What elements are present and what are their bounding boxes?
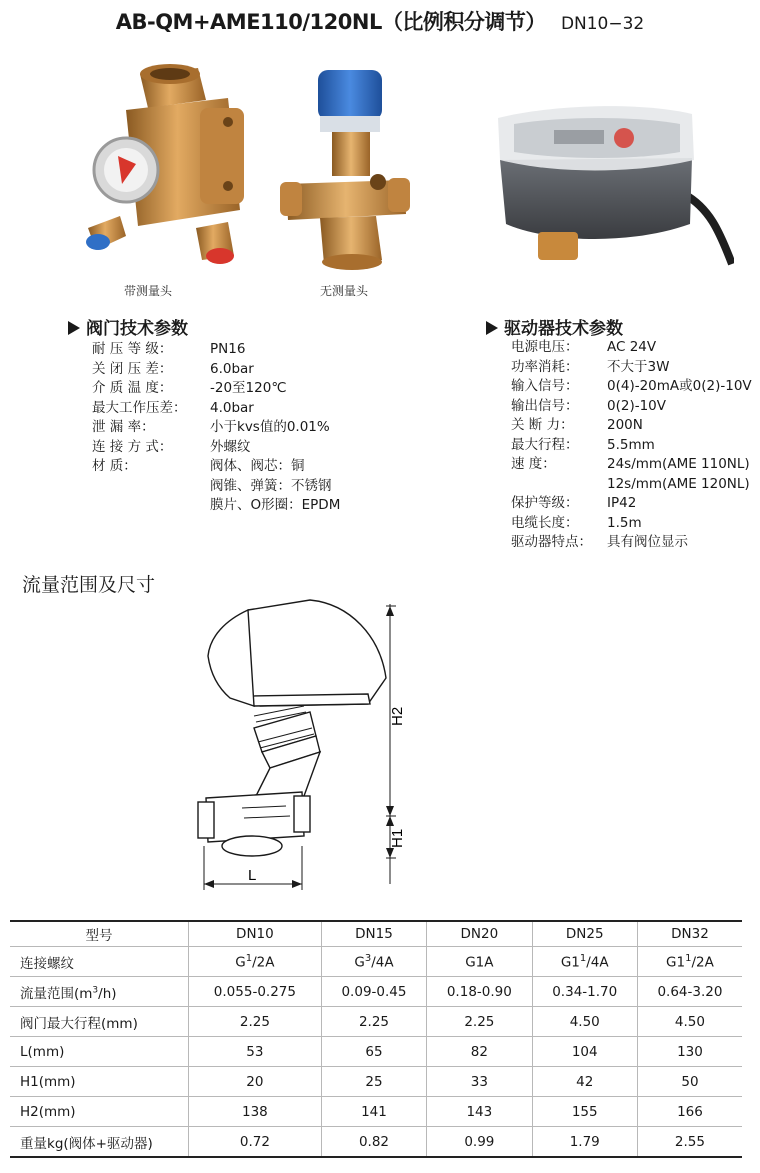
spec-value: 1.5m: [607, 514, 642, 531]
thread-fraction-num: 3: [364, 952, 372, 964]
table-cell: 0.99: [427, 1127, 532, 1158]
table-row: [10, 1037, 742, 1067]
actuator-image: [494, 98, 734, 268]
table-cell: 65: [321, 1037, 426, 1067]
actuator-specs-list: [511, 338, 752, 553]
spec-key: 耐 压 等 级：: [92, 341, 173, 357]
dimension-h2-label: H2: [389, 706, 406, 726]
table-cell: 0.34-1.70: [532, 977, 637, 1007]
size-range: DN10−32: [560, 14, 645, 34]
table-cell: [637, 947, 742, 977]
thread-fraction-num: 1: [245, 952, 253, 964]
table-row-label: 阀门最大行程(mm): [10, 1007, 189, 1037]
table-header-model: 型号: [10, 921, 189, 947]
spec-row: [511, 377, 752, 397]
spec-row: [511, 338, 752, 358]
table-cell: 1.79: [532, 1127, 637, 1158]
spec-key: [92, 477, 210, 497]
table-cell: 2.25: [427, 1007, 532, 1037]
parameter-table: [10, 920, 742, 1158]
thread-fraction-rest: /2A: [252, 954, 275, 971]
spec-value: 阀锥、弹簧：不锈钢: [210, 477, 332, 494]
dimension-l-label: L: [248, 867, 257, 884]
table-cell: [189, 947, 322, 977]
spec-key: 速 度：: [511, 456, 556, 472]
table-cell: 141: [321, 1097, 426, 1127]
thread-fraction-num: 1: [685, 952, 692, 964]
table-row-label: L(mm): [10, 1037, 189, 1067]
product-title: AB-QM+AME110/120NL（比例积分调节）: [115, 10, 546, 34]
page-title: [0, 6, 760, 36]
spec-key: 最大工作压差：: [92, 399, 187, 416]
spec-value: 0(4)-20mA或0(2)-10V: [607, 378, 752, 394]
spec-row: [511, 436, 752, 456]
thread-main: G: [354, 954, 365, 971]
flow-label-sup: 3: [92, 985, 99, 995]
spec-row: [92, 457, 340, 477]
flow-section-title: 流量范围及尺寸: [22, 574, 156, 596]
spec-value: 0(2)-10V: [607, 397, 666, 414]
dimension-drawing: [190, 596, 420, 896]
spec-value: 6.0bar: [210, 360, 254, 377]
spec-value: 具有阀位显示: [607, 534, 688, 550]
spec-row: [511, 494, 752, 514]
caption-with-head: 带测量头: [124, 284, 173, 298]
spec-key: 介 质 温 度：: [92, 380, 173, 396]
spec-row: [92, 418, 340, 438]
spec-key: [92, 496, 210, 516]
table-cell: [427, 947, 532, 977]
spec-row: [511, 397, 752, 417]
table-row: [10, 1097, 742, 1127]
table-header-row: [10, 921, 742, 947]
table-body: [10, 947, 742, 1158]
spec-row: [511, 416, 752, 436]
table-cell: 33: [427, 1067, 532, 1097]
spec-row: [511, 514, 752, 534]
thread-main: G1: [666, 954, 686, 971]
table-cell: 4.50: [532, 1007, 637, 1037]
thread-fraction-rest: /2A: [691, 954, 714, 971]
spec-value: 200N: [607, 417, 643, 433]
spec-key: 输入信号：: [511, 378, 579, 394]
table-cell: 50: [637, 1067, 742, 1097]
table-header-size: DN15: [321, 921, 426, 947]
valve-specs-list: [92, 340, 340, 516]
spec-key: 输出信号：: [511, 397, 579, 414]
spec-key: [511, 475, 607, 495]
table-cell: 0.055-0.275: [189, 977, 322, 1007]
spec-key: 泄 漏 率：: [92, 419, 155, 435]
spec-key: 保护等级：: [511, 495, 579, 511]
spec-row: [92, 496, 340, 516]
spec-row: [92, 477, 340, 497]
table-row: [10, 1127, 742, 1158]
spec-value: PN16: [210, 341, 246, 357]
table-cell: 138: [189, 1097, 322, 1127]
table-cell: 2.25: [189, 1007, 322, 1037]
spec-row: [511, 533, 752, 553]
spec-key: 电缆长度：: [511, 514, 579, 531]
table-cell: [532, 947, 637, 977]
table-cell: 53: [189, 1037, 322, 1067]
actuator-specs-heading: [486, 314, 623, 339]
spec-value: 膜片、O形圈：EPDM: [210, 497, 341, 513]
table-cell: 25: [321, 1067, 426, 1097]
table-row: [10, 1067, 742, 1097]
table-row-flow: [10, 977, 742, 1007]
table-cell: [321, 947, 426, 977]
table-row-label: H2(mm): [10, 1097, 189, 1127]
table-header-size: DN25: [532, 921, 637, 947]
thread-main: G1: [560, 954, 580, 971]
spec-value: 5.5mm: [607, 436, 655, 453]
table-row: [10, 1007, 742, 1037]
thread-fraction-rest: /4A: [371, 954, 394, 971]
spec-row: [92, 340, 340, 360]
table-cell: 143: [427, 1097, 532, 1127]
table-row-label: [10, 977, 189, 1007]
spec-row: [511, 358, 752, 378]
spec-value: AC 24V: [607, 339, 657, 355]
valve-without-measuring-head-image: [280, 64, 410, 274]
valve-specs-heading: [68, 314, 188, 339]
table-cell: 4.50: [637, 1007, 742, 1037]
table-row-label: H1(mm): [10, 1067, 189, 1097]
table-row-thread: [10, 947, 742, 977]
spec-key: 关 断 力：: [511, 417, 574, 433]
thread-fraction-num: 1: [579, 952, 587, 964]
spec-key: 最大行程：: [511, 436, 579, 453]
table-header-size: DN32: [637, 921, 742, 947]
spec-key: 电源电压：: [511, 339, 579, 355]
spec-value: 小于kvs值的0.01%: [210, 419, 330, 435]
table-cell: 166: [637, 1097, 742, 1127]
table-cell: 0.18-0.90: [427, 977, 532, 1007]
spec-key: 材 质：: [92, 458, 137, 474]
table-row-label: 连接螺纹: [10, 947, 189, 977]
table-cell: 2.25: [321, 1007, 426, 1037]
caption-without-head: 无测量头: [320, 284, 369, 298]
triangle-bullet-icon: [486, 321, 498, 335]
thread-fraction-rest: /4A: [586, 954, 609, 971]
table-cell: 42: [532, 1067, 637, 1097]
spec-value: 不大于3W: [607, 358, 670, 375]
spec-key: 功率消耗：: [511, 358, 579, 375]
thread-main: G1A: [465, 954, 494, 971]
table-header-size: DN10: [189, 921, 322, 947]
table-cell: 0.72: [189, 1127, 322, 1158]
spec-row: [92, 438, 340, 458]
spec-value: 4.0bar: [210, 399, 254, 416]
spec-value: -20至120℃: [210, 380, 287, 396]
spec-value: IP42: [607, 495, 637, 511]
spec-row: [92, 379, 340, 399]
spec-row: [511, 475, 752, 495]
spec-key: 连 接 方 式：: [92, 438, 173, 455]
table-header-size: DN20: [427, 921, 532, 947]
spec-value: 24s/mm(AME 110NL): [607, 456, 750, 472]
valve-with-measuring-head-image: [78, 60, 258, 278]
flow-label-post: /h): [98, 985, 117, 1002]
spec-row: [92, 399, 340, 419]
flow-label-pre: 流量范围(m: [20, 985, 93, 1002]
table-cell: 0.64-3.20: [637, 977, 742, 1007]
spec-value: 阀体、阀芯：铜: [210, 458, 305, 474]
table-cell: 0.82: [321, 1127, 426, 1158]
table-cell: 0.09-0.45: [321, 977, 426, 1007]
spec-value: 12s/mm(AME 120NL): [607, 475, 750, 492]
table-cell: 104: [532, 1037, 637, 1067]
table-row-label: 重量kg(阀体+驱动器): [10, 1127, 189, 1158]
spec-key: 关 闭 压 差：: [92, 360, 173, 377]
table-cell: 155: [532, 1097, 637, 1127]
thread-main: G: [235, 954, 246, 971]
dimension-h1-label: H1: [389, 828, 406, 848]
spec-row: [511, 455, 752, 475]
spec-key: 驱动器特点：: [511, 534, 592, 550]
spec-value: 外螺纹: [210, 438, 251, 455]
triangle-bullet-icon: [68, 321, 80, 335]
spec-row: [92, 360, 340, 380]
table-cell: 82: [427, 1037, 532, 1067]
table-cell: 20: [189, 1067, 322, 1097]
actuator-specs-heading-text: 驱动器技术参数: [504, 319, 623, 339]
valve-specs-heading-text: 阀门技术参数: [86, 319, 188, 339]
table-cell: 130: [637, 1037, 742, 1067]
table-cell: 2.55: [637, 1127, 742, 1158]
